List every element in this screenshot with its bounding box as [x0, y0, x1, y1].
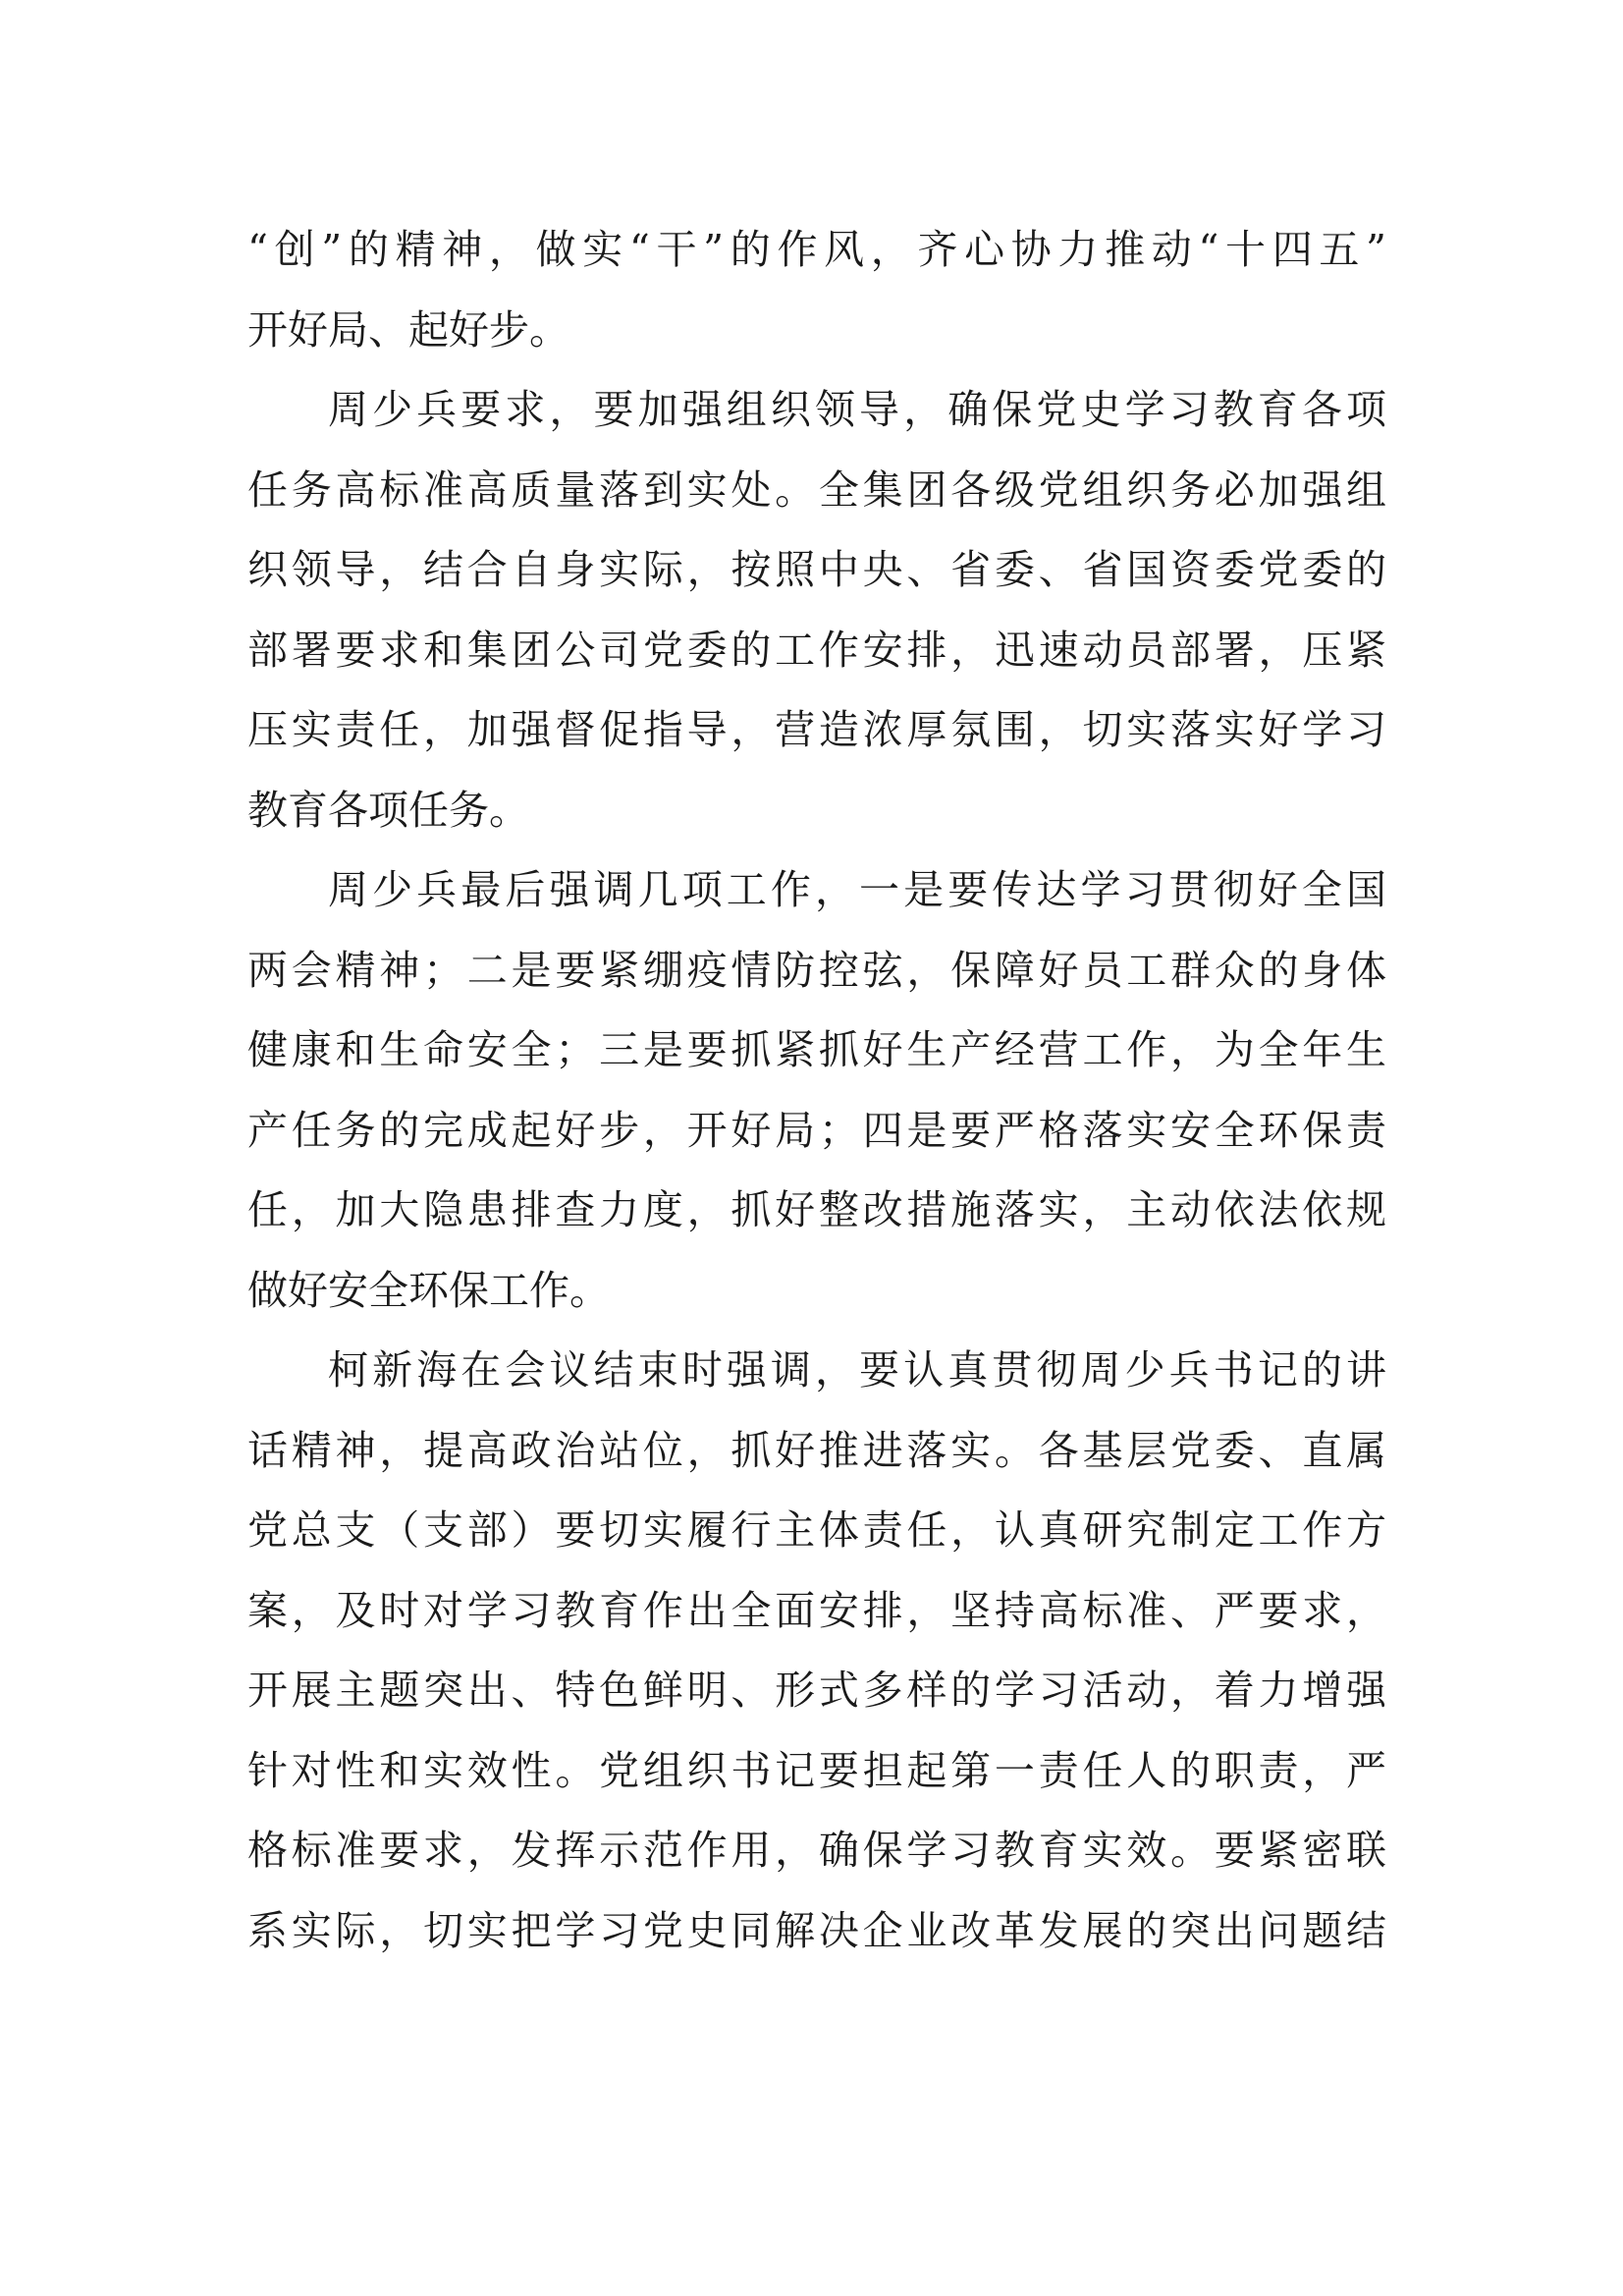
paragraph-1: [247, 210, 1386, 370]
text-line: 党总支（支部）要切实履行主体责任，认真研究制定工作方: [247, 1506, 1386, 1554]
text-line: 两会精神；二是要紧绷疫情防控弦，保障好员工群众的身体: [247, 946, 1386, 994]
text-line: 织领导，结合自身实际，按照中央、省委、省国资委党委的: [247, 546, 1386, 593]
document-body: [247, 210, 1386, 1971]
text-line: 格标准要求，发挥示范作用，确保学习教育实效。要紧密联: [247, 1827, 1386, 1874]
text-line: 话精神，提高政治站位，抓好推进落实。各基层党委、直属: [247, 1426, 1386, 1474]
text-line: 健康和生命安全；三是要抓紧抓好生产经营工作，为全年生: [247, 1026, 1386, 1073]
text-line: 柯新海在会议结束时强调，要认真贯彻周少兵书记的讲: [328, 1346, 1386, 1394]
text-line: 系实际，切实把学习党史同解决企业改革发展的突出问题结: [247, 1906, 1386, 1954]
text-line: 部署要求和集团公司党委的工作安排，迅速动员部署，压紧: [247, 626, 1386, 674]
text-line: 案，及时对学习教育作出全面安排，坚持高标准、严要求，: [247, 1586, 1386, 1634]
text-line: 压实责任，加强督促指导，营造浓厚氛围，切实落实好学习: [247, 706, 1386, 753]
text-line: 针对性和实效性。党组织书记要担起第一责任人的职责，严: [247, 1746, 1386, 1794]
text-line: 周少兵最后强调几项工作，一是要传达学习贯彻好全国: [328, 866, 1386, 913]
paragraph-2: [247, 370, 1386, 850]
paragraph-4: [247, 1331, 1386, 1971]
text-line: 开好局、起好步。: [247, 305, 569, 354]
text-line: 产任务的完成起好步，开好局；四是要严格落实安全环保责: [247, 1106, 1386, 1154]
text-line: 教育各项任务。: [247, 786, 529, 834]
text-line: 任，加大隐患排查力度，抓好整改措施落实，主动依法依规: [247, 1186, 1386, 1233]
text-line: 做好安全环保工作。: [247, 1266, 610, 1314]
text-line: 任务高标准高质量落到实处。全集团各级党组织务必加强组: [247, 465, 1386, 514]
paragraph-3: [247, 850, 1386, 1331]
text-line: 周少兵要求，要加强组织领导，确保党史学习教育各项: [328, 386, 1386, 433]
text-line: 开展主题突出、特色鲜明、形式多样的学习活动，着力增强: [247, 1667, 1386, 1714]
text-line: “创”的精神，做实“干”的作风，齐心协力推动“十四五”: [247, 226, 1386, 273]
